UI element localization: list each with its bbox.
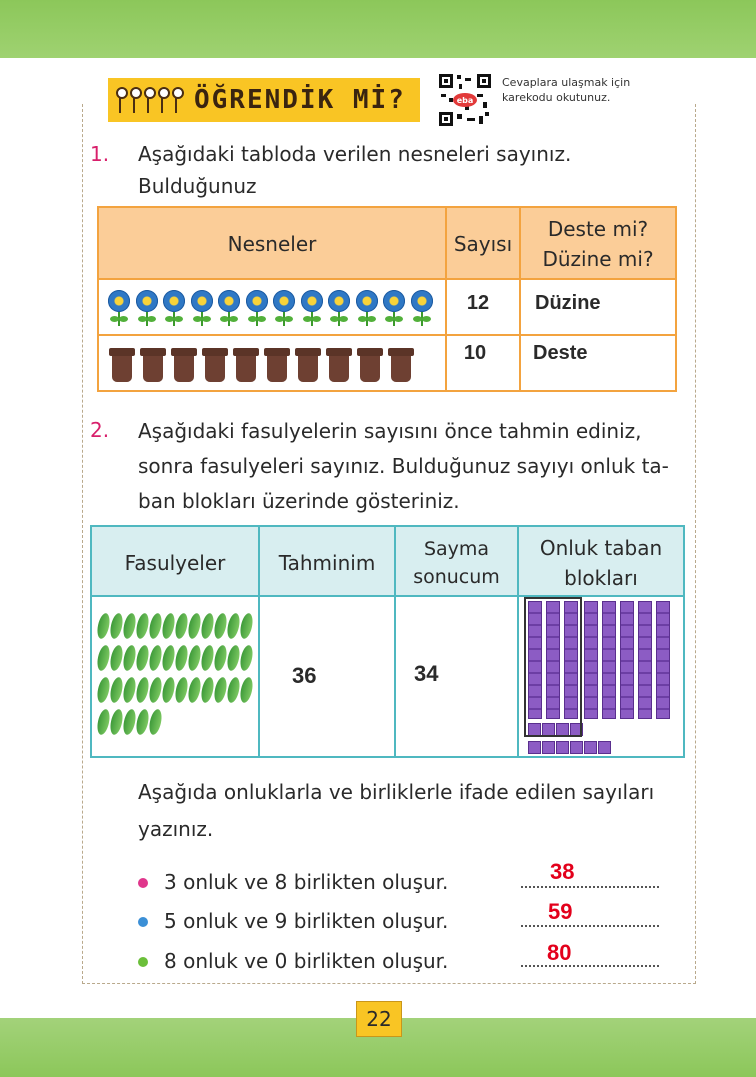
header-base-ten-blocks: Onluk taban blokları: [539, 536, 663, 590]
flowers-count: 12: [466, 292, 490, 314]
section-banner: [108, 78, 420, 122]
pots-answer: Deste: [533, 342, 588, 364]
count-result-value: 34: [414, 661, 439, 686]
question-2-number: 2.: [90, 418, 110, 442]
bullet-icon: [138, 957, 148, 967]
answer-value: 38: [550, 859, 575, 884]
qr-instruction: Cevaplara ulaşmak için karekodu okutunuz.: [502, 76, 631, 104]
beans-illustration: [98, 613, 252, 741]
question-1-number: 1.: [90, 142, 110, 166]
header-beans: Fasulyeler: [124, 551, 226, 575]
svg-text:eba: eba: [456, 96, 474, 105]
qr-code-icon[interactable]: [437, 72, 493, 128]
objects-table: [97, 206, 677, 392]
question-3-text: Aşağıda onluklarla ve birliklerle ifade edilen sayıları yazınız.: [138, 780, 655, 841]
kids-illustration: [108, 85, 182, 115]
beans-table: [90, 525, 685, 758]
answer-value: 80: [547, 940, 572, 965]
flowers-illustration: [107, 290, 434, 330]
bullet-icon: [138, 917, 148, 927]
top-band: [0, 0, 756, 58]
answer-value: 59: [548, 899, 573, 924]
bullet-icon: [138, 878, 148, 888]
estimate-value: 36: [292, 663, 317, 688]
list-item-text: 5 onluk ve 9 birlikten oluşur.: [164, 909, 449, 933]
section-title: ÖĞRENDİK Mİ?: [194, 85, 406, 115]
answer-line: [521, 925, 659, 927]
header-objects: Nesneler: [227, 232, 317, 256]
pots-count: 10: [463, 342, 487, 364]
page-number: 22: [356, 1001, 402, 1037]
header-count: Sayısı: [453, 232, 513, 256]
list-item-text: 8 onluk ve 0 birlikten oluşur.: [164, 949, 449, 973]
list-item-text: 3 onluk ve 8 birlikten oluşur.: [164, 870, 449, 894]
answer-line: [521, 886, 659, 888]
header-count-result: Sayma sonucum: [413, 538, 500, 588]
question-2-text: Aşağıdaki fasulyelerin sayısını önce tahmin ediniz, sonra fasulyeleri sayınız. Bulduğunuz sayıyı onluk ta- ban blokları üzerinde gösteriniz.: [138, 419, 669, 513]
header-deste-duzine: Deste mi? Düzine mi?: [542, 217, 654, 271]
base-ten-blocks: [522, 597, 682, 757]
header-estimate: Tahminim: [278, 551, 376, 575]
pots-illustration: [109, 348, 414, 382]
answer-line: [521, 965, 659, 967]
question-1-text: Aşağıdaki tabloda verilen nesneleri sayınız. Bulduğunuz: [138, 142, 572, 198]
flowers-answer: Düzine: [535, 292, 601, 314]
